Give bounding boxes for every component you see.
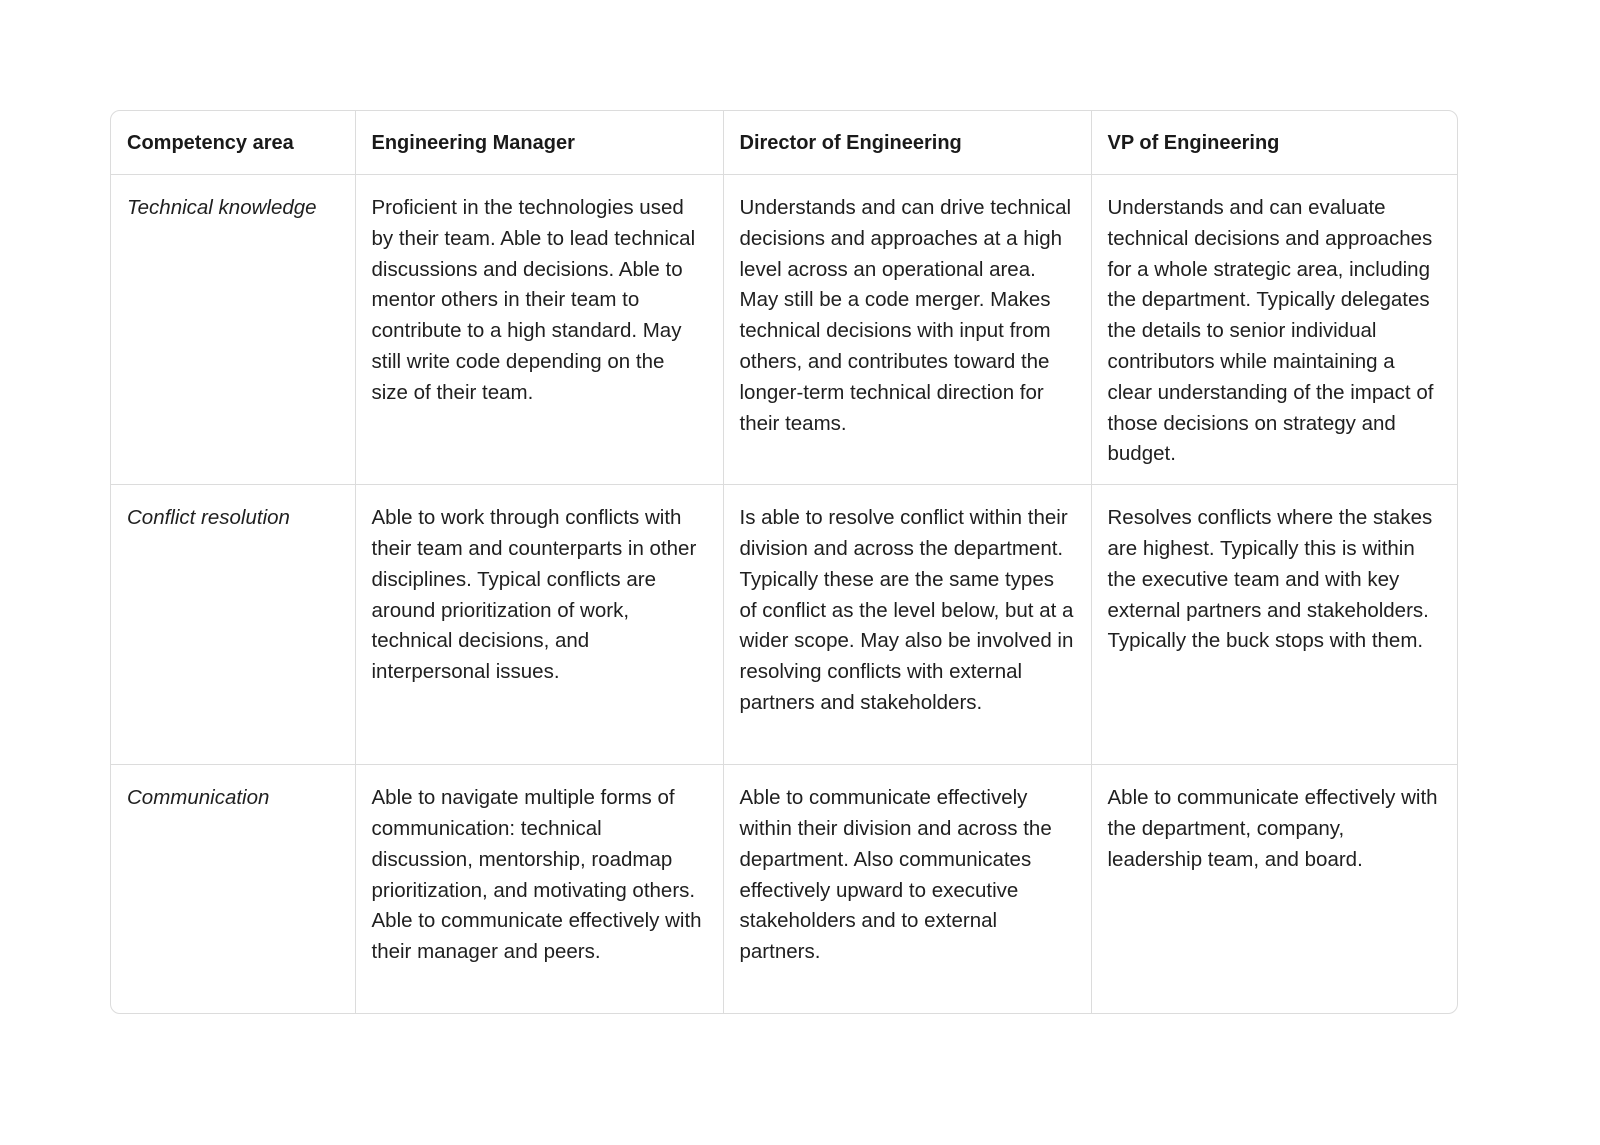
table-row xyxy=(111,175,1458,485)
cell-director-of-engineering: Is able to resolve conflict within their division and across the department. Typically these are the same types of conflict as the level below, but at a wider scope. May also be involved in resolving conflicts with external partners and stakeholders. xyxy=(723,485,1091,765)
cell-vp-of-engineering: Resolves conflicts where the stakes are highest. Typically this is within the executive team and with key external partners and stakeholders. Typically the buck stops with them. xyxy=(1091,485,1458,765)
header-engineering-manager: Engineering Manager xyxy=(355,111,723,175)
table-row xyxy=(111,765,1458,1013)
cell-director-of-engineering: Understands and can drive technical decisions and approaches at a high level across an operational area. May still be a code merger. Makes technical decisions with input from others, and contributes toward the longer-term technical direction for their teams. xyxy=(723,175,1091,485)
table-row xyxy=(111,485,1458,765)
header-competency-area: Competency area xyxy=(127,132,294,154)
cell-engineering-manager: Able to work through conflicts with their team and counterparts in other disciplines. Typical conflicts are around prioritization of work, technical decisions, and interpersonal issues. xyxy=(355,485,723,765)
cell-vp-of-engineering: Able to communicate effectively with the department, company, leadership team, and board. xyxy=(1091,765,1458,1013)
cell-vp-of-engineering: Understands and can evaluate technical decisions and approaches for a whole strategic area, including the department. Typically delegates the details to senior individual contributors while maintaining a clear understanding of the impact of those decisions on strategy and budget. xyxy=(1091,175,1458,485)
competency-table xyxy=(111,111,1458,1013)
header-vp-of-engineering: VP of Engineering xyxy=(1091,111,1458,175)
row-area-communication: Communication xyxy=(111,765,355,1013)
cell-engineering-manager: Able to navigate multiple forms of communication: technical discussion, mentorship, roadmap prioritization, and motivating others. Able to communicate effectively with their manager and peers. xyxy=(355,765,723,1013)
cell-director-of-engineering: Able to communicate effectively within their division and across the department. Also communicates effectively upward to executive stakeholders and to external partners. xyxy=(723,765,1091,1013)
cell-engineering-manager: Proficient in the technologies used by their team. Able to lead technical discussions and decisions. Able to mentor others in their team to contribute to a high standard. May still write code depending on the size of their team. xyxy=(355,175,723,485)
competency-table-container xyxy=(110,110,1458,1014)
row-area-conflict-resolution: Conflict resolution xyxy=(111,485,355,765)
header-director-of-engineering: Director of Engineering xyxy=(723,111,1091,175)
row-area-technical-knowledge: Technical knowledge xyxy=(111,175,355,485)
table-header-row xyxy=(111,111,1458,175)
